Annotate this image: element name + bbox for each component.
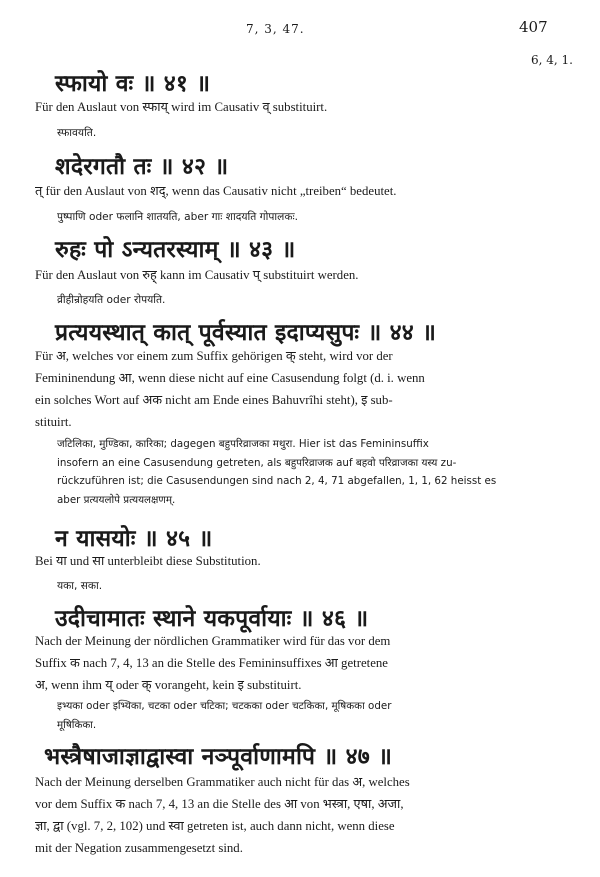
text-line: vor dem Suffix क nach 7, 4, 13 an die Stelle des आ von भस्त्रा, एषा, अजा, [35,797,404,811]
sutra-text [35,550,590,572]
text-line: mit der Negation zusammengesetzt sind. [35,841,243,855]
sutra-example: पुष्पाणि oder फलानि शातयति, aber गाः शादयति गोपालकः. [57,211,298,223]
sutra-text [35,771,590,859]
text-line: Für den Auslaut von स्फाय् wird im Causativ व् substituirt. [35,100,328,114]
sutra-text [35,264,590,286]
sutra-heading: उदीचामातः स्थाने यकपूर्वायाः ॥ ४६ ॥ [55,606,369,632]
sutra-note [57,435,597,509]
text-line: Bei या und सा unterbleibt diese Substitution. [35,554,261,568]
running-header: 7, 3, 47. [246,22,305,36]
text-line: Nach der Meinung der nördlichen Grammatiker wird für das vor dem [35,634,391,648]
text-line: Suffix क nach 7, 4, 13 an die Stelle des Femininsuffixes आ getretene [35,656,388,670]
note-line: insofern an eine Casusendung getreten, als बहुपरिव्राजक auf बहवो परिव्राजका यस्य zu- [57,456,457,469]
text-line: Für den Auslaut von रुह् kann im Causativ प् substituirt werden. [35,268,359,282]
note-line: जटिलिका, मुण्डिका, कारिका; dagegen बहुपरिव्राजका मथुरा. Hier ist das Femininsuffix [57,438,429,450]
sutra-example: स्फावयति. [57,127,97,139]
sutra-note [57,697,597,734]
sutra-example: यका, सका. [57,580,103,592]
sutra-text [35,180,590,202]
text-line: Für अ, welches vor einem zum Suffix gehörigen क् steht, wird vor der [35,349,393,363]
text-line: Nach der Meinung derselben Grammatiker auch nicht für das अ, welches [35,775,410,789]
page-number: 407 [519,18,548,36]
text-line: ज्ञा, द्वा (vgl. 7, 2, 102) und स्वा getreten ist, auch dann nicht, wenn diese [35,819,395,833]
sutra-heading: शदेरगतौ तः ॥ ४२ ॥ [55,154,229,180]
side-reference: 6, 4, 1. [531,53,573,67]
note-line: इभ्यका oder इभ्यिका, चटका oder चटिका; चटकका oder चटकिका, मूषिकका oder [57,700,392,712]
sutra-text [35,345,590,433]
sutra-heading: भस्त्रैषाजाज्ञाद्वास्वा नञ्पूर्वाणामपि ॥ ४७ ॥ [44,744,393,770]
sutra-heading: न यासयोः ॥ ४५ ॥ [55,526,213,552]
text-line: stituirt. [35,415,72,429]
sutra-heading: स्फायो वः ॥ ४१ ॥ [55,71,211,97]
text-line: ein solches Wort auf अक nicht am Ende eines Bahuvrîhi steht), इ sub- [35,393,393,407]
sutra-example: व्रीहीन्रोहयति oder रोपयति. [57,294,166,306]
text-line: Femininendung आ, wenn diese nicht auf eine Casusendung folgt (d. i. wenn [35,371,425,385]
sutra-heading: प्रत्ययस्थात् कात् पूर्वस्यात इदाप्यसुपः ॥ ४४ ॥ [55,320,437,346]
sutra-heading: रुहः पो ऽन्यतरस्याम् ॥ ४३ ॥ [55,237,296,263]
text-line: त् für den Auslaut von शद्, wenn das Causativ nicht „treiben“ bedeutet. [35,184,397,198]
note-line: मूषिकिका. [57,718,97,731]
note-line: aber प्रत्ययलोपे प्रत्ययलक्षणम्. [57,493,176,506]
sutra-text [35,96,590,118]
text-line: अ, wenn ihm य् oder क् vorangeht, kein इ substituirt. [35,678,302,692]
sutra-text [35,630,590,696]
note-line: rückzuführen ist; die Casusendungen sind nach 2, 4, 71 abgefallen, 1, 1, 62 heisst es [57,475,497,487]
